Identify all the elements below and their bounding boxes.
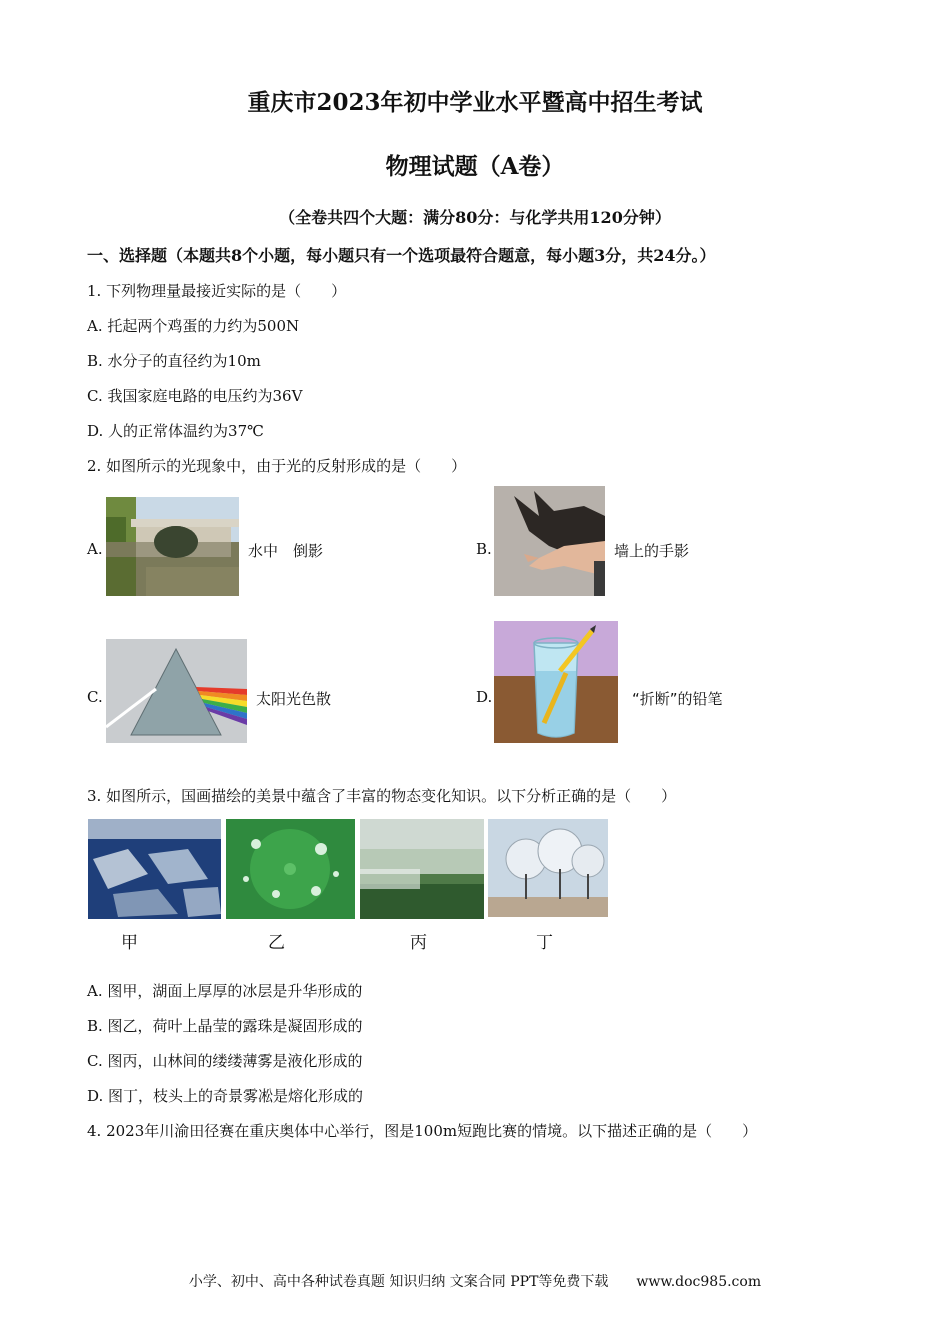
q3-label-ding: 丁 bbox=[536, 933, 553, 953]
q3-stem: 3. 如图所示，国画描绘的美景中蕴含了丰富的物态变化知识。以下分析正确的是（ ） bbox=[87, 787, 677, 805]
rime-trees-image bbox=[488, 819, 608, 917]
prism-dispersion-image bbox=[106, 639, 247, 743]
q2-b-label: B. bbox=[476, 540, 492, 558]
q2-stem: 2. 如图所示的光现象中，由于光的反射形成的是（ ） bbox=[87, 457, 467, 475]
q2-a-caption: 水中 倒影 bbox=[248, 542, 324, 560]
q3-option-d: D. 图丁，枝头上的奇景雾凇是熔化形成的 bbox=[87, 1087, 364, 1105]
page-footer: 小学、初中、高中各种试卷真题 知识归纳 文案合同 PPT等免费下载 www.doc985.com bbox=[188, 1274, 762, 1290]
hand-shadow-image bbox=[494, 486, 605, 596]
q1-option-d: D. 人的正常体温约为37℃ bbox=[87, 422, 264, 440]
section-heading: 一、选择题（本题共8个小题，每小题只有一个选项最符合题意，每小题3分，共24分。） bbox=[87, 246, 716, 265]
q2-c-caption: 太阳光色散 bbox=[256, 690, 332, 708]
q3-option-b: B. 图乙，荷叶上晶莹的露珠是凝固形成的 bbox=[87, 1017, 363, 1035]
forest-mist-image bbox=[360, 819, 484, 919]
q1-option-a: A. 托起两个鸡蛋的力约为500N bbox=[87, 317, 300, 335]
q3-option-c: C. 图丙，山林间的缕缕薄雾是液化形成的 bbox=[87, 1052, 363, 1070]
q2-d-label: D. bbox=[476, 688, 493, 706]
q2-b-caption: 墙上的手影 bbox=[614, 542, 690, 560]
bridge-reflection-image bbox=[106, 497, 239, 596]
bent-pencil-image bbox=[494, 621, 618, 743]
ice-lake-image bbox=[88, 819, 221, 919]
lotus-dew-image bbox=[226, 819, 355, 919]
q3-label-jia: 甲 bbox=[121, 933, 138, 953]
q2-c-label: C. bbox=[87, 688, 103, 706]
q1-stem: 1. 下列物理量最接近实际的是（ ） bbox=[87, 282, 347, 300]
exam-subtitle: 物理试题（A卷） bbox=[385, 153, 565, 180]
q4-stem: 4. 2023年川渝田径赛在重庆奥体中心举行，图是100m短跑比赛的情境。以下描述正确的是（ ） bbox=[87, 1122, 758, 1140]
exam-note: （全卷共四个大题：满分80分：与化学共用120分钟） bbox=[279, 208, 671, 227]
q2-a-label: A. bbox=[87, 540, 103, 558]
q1-option-b: B. 水分子的直径约为10m bbox=[87, 352, 261, 370]
exam-title: 重庆市2023年初中学业水平暨高中招生考试 bbox=[247, 89, 703, 116]
q1-option-c: C. 我国家庭电路的电压约为36V bbox=[87, 387, 303, 405]
q2-d-caption: “折断”的铅笔 bbox=[632, 690, 723, 708]
q3-option-a: A. 图甲，湖面上厚厚的冰层是升华形成的 bbox=[87, 982, 363, 1000]
q3-label-yi: 乙 bbox=[268, 933, 285, 953]
q3-label-bing: 丙 bbox=[410, 933, 427, 953]
